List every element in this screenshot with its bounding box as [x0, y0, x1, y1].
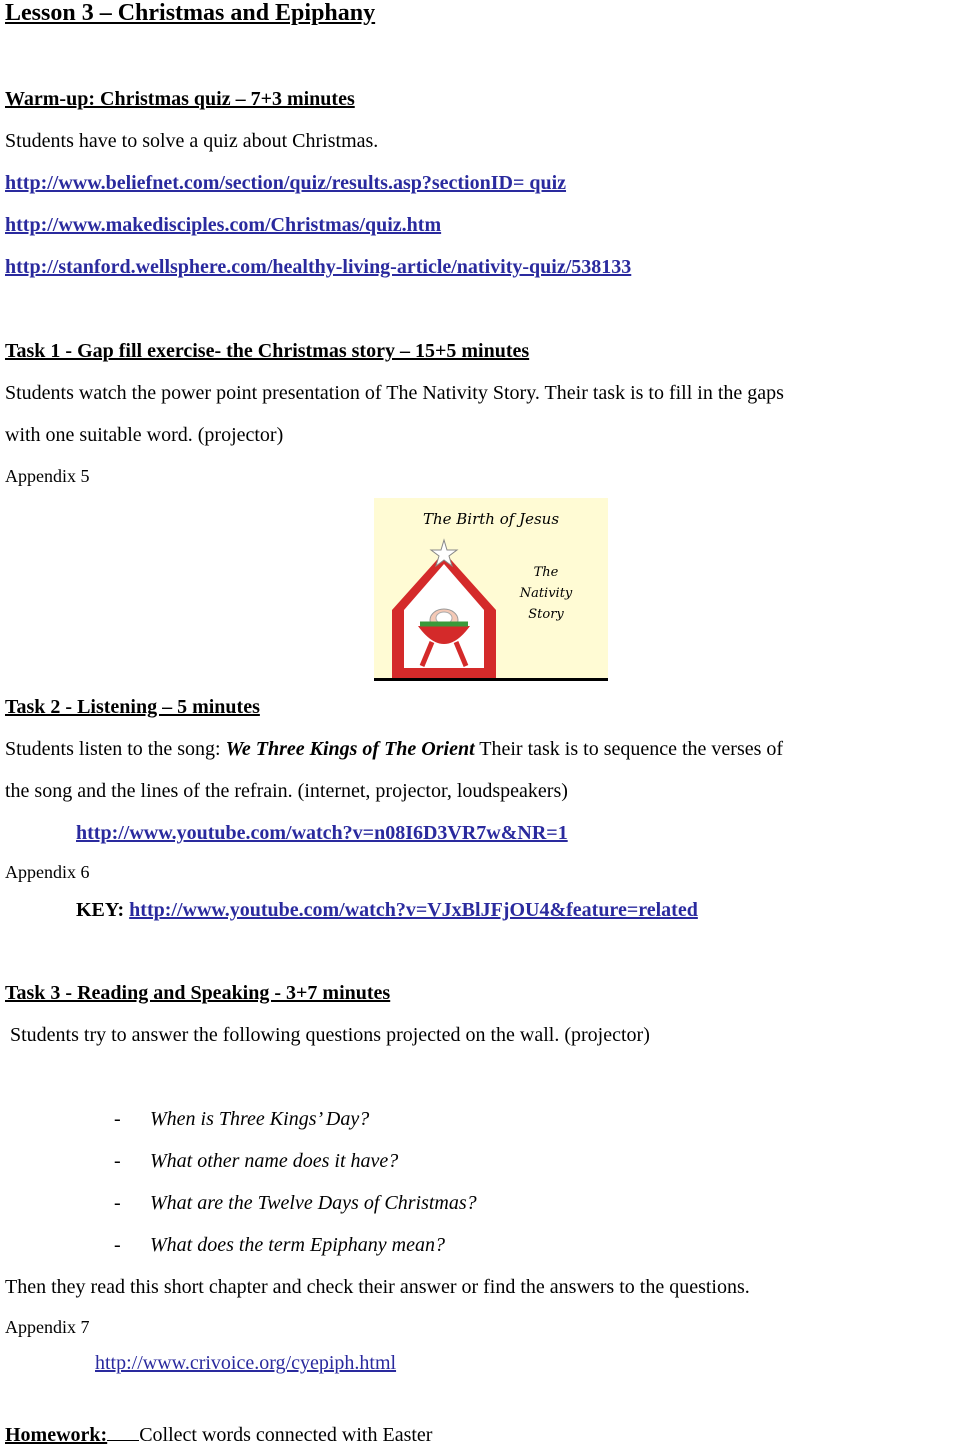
homework-line — [5, 1422, 432, 1447]
task2-heading: Task 2 - Listening – 5 minutes — [5, 696, 260, 718]
task2-text-pre: Students listen to the song: — [5, 738, 226, 760]
task3-appendix: Appendix 7 — [5, 1317, 90, 1337]
question-text: What does the term Epiphany mean? — [150, 1234, 445, 1256]
key-label: KEY: — [76, 899, 130, 921]
slide-subtitle-line: Nativity — [519, 586, 573, 601]
slide-subtitle — [498, 562, 594, 625]
crivoice-epiphany-link[interactable]: http://www.crivoice.org/cyepiph.html — [95, 1352, 397, 1374]
question-item: - What are the Twelve Days of Christmas? — [114, 1192, 477, 1214]
wellsphere-quiz-link[interactable]: http://stanford.wellsphere.com/healthy-living-article/nativity-quiz/538133 — [5, 256, 632, 278]
question-item: - What does the term Epiphany mean? — [114, 1234, 445, 1256]
task3-text-line1: Students try to answer the following questions projected on the wall. (projector) — [10, 1024, 650, 1046]
stable-manger-icon — [392, 538, 496, 678]
beliefnet-quiz-link[interactable]: http://www.beliefnet.com/section/quiz/results.asp?sectionID= quiz — [5, 172, 567, 194]
task2-text-line1 — [5, 738, 783, 761]
slide-divider — [374, 678, 608, 681]
task3-heading: Task 3 - Reading and Speaking - 3+7 minutes — [5, 982, 391, 1004]
key-line — [76, 899, 698, 922]
task2-text-line2: the song and the lines of the refrain. (internet, projector, loudspeakers) — [5, 780, 568, 802]
task1-appendix: Appendix 5 — [5, 466, 90, 486]
makedisciples-quiz-link[interactable]: http://www.makedisciples.com/Christmas/quiz.htm — [5, 214, 442, 236]
slide-subtitle-line: The — [533, 565, 559, 580]
question-text: What other name does it have? — [150, 1150, 399, 1172]
question-item: - What other name does it have? — [114, 1150, 399, 1172]
homework-text: Collect words connected with Easter — [139, 1424, 433, 1446]
youtube-song-link[interactable]: http://www.youtube.com/watch?v=n08I6D3VR7w&NR=1 — [76, 822, 568, 844]
warmup-text: Students have to solve a quiz about Christmas. — [5, 130, 379, 152]
homework-label: Homework: — [5, 1424, 108, 1446]
question-text: What are the Twelve Days of Christmas? — [150, 1192, 477, 1214]
question-item: - When is Three Kings’ Day? — [114, 1108, 370, 1130]
task3-text-line2: Then they read this short chapter and check their answer or find the answers to the questions. — [5, 1276, 750, 1298]
task2-appendix: Appendix 6 — [5, 862, 90, 882]
task1-text-line1: Students watch the power point presentation of The Nativity Story. Their task is to fill in the gaps — [5, 382, 784, 404]
warmup-heading: Warm-up: Christmas quiz – 7+3 minutes — [5, 88, 355, 110]
homework-underline-gap — [107, 1422, 139, 1441]
page-title: Lesson 3 – Christmas and Epiphany — [5, 0, 376, 26]
slide-subtitle-line: Story — [528, 607, 564, 622]
task1-heading: Task 1 - Gap fill exercise- the Christmas story – 15+5 minutes — [5, 340, 530, 362]
slide-title: The Birth of Jesus — [422, 510, 560, 528]
task2-text-post: Their task is to sequence the verses of — [474, 738, 784, 760]
question-text: When is Three Kings’ Day? — [150, 1108, 370, 1130]
nativity-slide-thumbnail — [374, 498, 608, 678]
youtube-key-link[interactable]: http://www.youtube.com/watch?v=VJxBlJFjOU4&feature=related — [129, 899, 698, 921]
task1-text-line2: with one suitable word. (projector) — [5, 424, 284, 446]
song-title: We Three Kings of The Orient — [225, 738, 475, 760]
